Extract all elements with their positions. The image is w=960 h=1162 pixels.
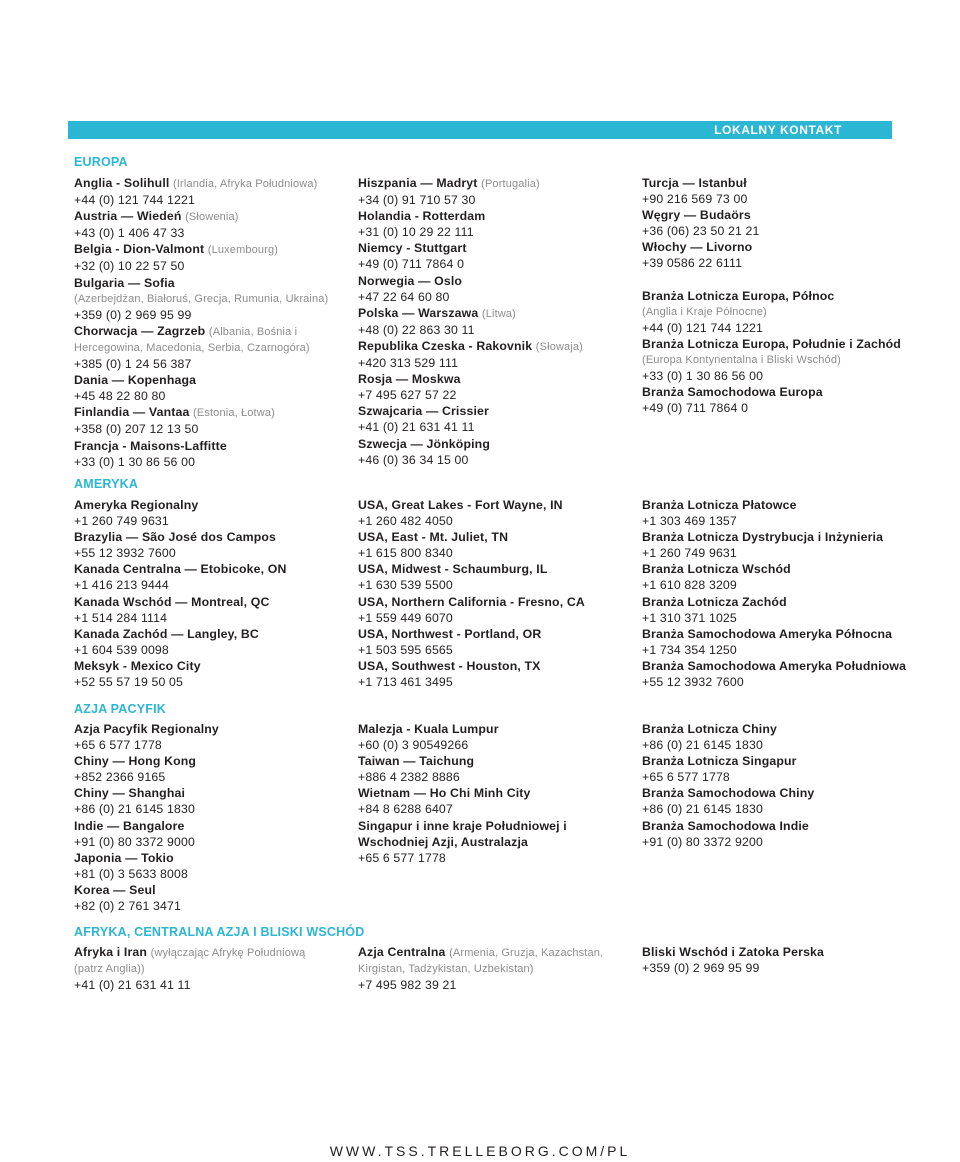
phone-number: +886 4 2382 8886 [358, 770, 460, 785]
office-location: Niemcy - Stuttgart [358, 241, 467, 256]
coverage-note: (Anglia i Kraje Północne) [642, 305, 767, 318]
phone-number: +49 (0) 711 7864 0 [358, 257, 465, 272]
office-name [74, 818, 356, 834]
office-location: Turcja — Istanbuł [642, 176, 747, 190]
office-name [358, 561, 640, 577]
contact-column [358, 497, 640, 690]
office-name [642, 561, 924, 577]
coverage-note: (Azerbejdżan, Białoruś, Grecja, Rumunia, Ukraina) [74, 292, 329, 305]
office-location: Branża Lotnicza Dystrybucja i Inżynieria [642, 530, 884, 545]
office-name [74, 529, 356, 545]
office-name [358, 818, 640, 834]
office-location: Szwajcaria — Crissier [358, 404, 489, 419]
phone-number: +39 0586 22 6111 [642, 256, 743, 271]
office-name [74, 372, 356, 388]
office-location: Branża Samochodowa Indie [642, 818, 809, 833]
contact-column [358, 944, 640, 993]
office-name [358, 594, 640, 610]
phone-number: +34 (0) 91 710 57 30 [358, 193, 476, 208]
contact-column [642, 721, 924, 850]
office-name [358, 721, 640, 737]
office-name [642, 721, 924, 737]
footer-url[interactable]: WWW.TSS.TRELLEBORG.COM/PL [329, 1143, 631, 1159]
office-name [358, 944, 640, 961]
coverage-note: (Portugalia) [481, 178, 540, 190]
phone-number: +852 2366 9165 [74, 770, 166, 785]
office-name [74, 882, 356, 898]
office-name [642, 529, 924, 545]
office-name [642, 336, 924, 352]
phone-number: +1 416 213 9444 [74, 578, 169, 593]
coverage-note: (Albania, Bośnia i [208, 325, 298, 338]
office-location: Branża Lotnicza Europa, Północ [642, 288, 835, 303]
office-name [74, 561, 356, 577]
contact-column [358, 175, 640, 468]
office-name [642, 239, 924, 255]
office-name [74, 658, 356, 674]
office-location: Węgry — Budaörs [642, 208, 751, 223]
phone-number: +7 495 982 39 21 [358, 978, 457, 993]
phone-number: +82 (0) 2 761 3471 [74, 899, 181, 914]
office-location: Dania — Kopenhaga [74, 373, 197, 388]
office-location: Kanada Wschód — Montreal, QC [74, 594, 270, 609]
phone-number: +36 (06) 23 50 21 21 [642, 224, 760, 239]
phone-number: +90 216 569 73 00 [642, 192, 748, 207]
office-name [74, 404, 356, 421]
office-name [74, 323, 356, 340]
office-location: Branża Samochodowa Europa [642, 385, 823, 400]
office-name [358, 497, 640, 513]
coverage-note: (Luxembourg) [207, 244, 279, 257]
phone-number: +44 (0) 121 744 1221 [74, 193, 195, 208]
phone-number: +1 303 469 1357 [642, 514, 737, 529]
phone-number: +91 (0) 80 3372 9200 [642, 834, 763, 849]
office-location: Szwecja — Jönköping [358, 436, 490, 451]
phone-number: +46 (0) 36 34 15 00 [358, 452, 469, 467]
office-location: Branża Lotnicza Wschód [642, 562, 791, 577]
office-name [642, 594, 924, 610]
office-name [642, 818, 924, 834]
office-location: Ameryka Regionalny [74, 498, 199, 512]
phone-number: +1 713 461 3495 [358, 675, 453, 690]
office-location: Afryka i Iran [74, 945, 151, 959]
phone-number: +1 260 749 9631 [74, 514, 169, 529]
office-name [642, 384, 924, 400]
phone-number: +1 734 354 1250 [642, 642, 737, 657]
phone-number: +45 48 22 80 80 [74, 389, 166, 404]
office-location: Anglia - Solihull [74, 176, 174, 190]
office-location: Norwegia — Oslo [358, 273, 463, 288]
office-location: Chiny — Shanghai [74, 786, 186, 801]
office-location: USA, Northwest - Portland, OR [358, 626, 542, 641]
coverage-note: (Irlandia, Afryka Południowa) [173, 178, 318, 190]
phone-number: +33 (0) 1 30 86 56 00 [74, 454, 196, 469]
phone-number: +385 (0) 1 24 56 387 [74, 357, 192, 372]
phone-number: +1 559 449 6070 [358, 610, 453, 625]
office-name [358, 175, 640, 192]
office-location: Chorwacja — Zagrzeb [74, 323, 209, 338]
office-name [358, 753, 640, 769]
office-location: Włochy — Livorno [642, 240, 753, 255]
contact-column [74, 944, 356, 993]
office-name [642, 497, 924, 513]
contact-column [358, 721, 640, 866]
phone-number: +1 514 284 1114 [74, 610, 168, 625]
office-location: Branża Samochodowa Ameryka Południowa [642, 658, 907, 673]
phone-number: +1 260 749 9631 [642, 546, 737, 561]
phone-number: +41 (0) 21 631 41 11 [74, 978, 191, 993]
phone-number: +44 (0) 121 744 1221 [642, 320, 763, 335]
section-title: AZJA PACYFIK [74, 702, 166, 716]
coverage-note: Hercegowina, Macedonia, Serbia, Czarnogóra) [74, 341, 310, 354]
phone-number: +84 8 6288 6407 [358, 802, 453, 817]
phone-number: +33 (0) 1 30 86 56 00 [642, 369, 764, 384]
coverage-note: Kirgistan, Tadżykistan, Uzbekistan) [358, 963, 534, 976]
phone-number: +7 495 627 57 22 [358, 388, 457, 403]
office-name [358, 273, 640, 289]
phone-number: +359 (0) 2 969 95 99 [642, 961, 760, 976]
phone-number: +41 (0) 21 631 41 11 [358, 420, 475, 435]
office-location: Indie — Bangalore [74, 818, 185, 833]
office-name [358, 208, 640, 224]
office-location: Wietnam — Ho Chi Minh City [358, 786, 531, 801]
office-name [642, 288, 924, 304]
office-location: Republika Czeska - Rakovnik [358, 338, 536, 353]
spacer [642, 272, 924, 288]
office-location: Taiwan — Taichung [358, 754, 475, 769]
office-location: Branża Samochodowa Ameryka Północna [642, 626, 893, 641]
contact-column [74, 497, 356, 690]
office-location: Kanada Centralna — Etobicoke, ON [74, 562, 287, 577]
office-name [642, 175, 924, 191]
phone-number: +55 12 3932 7600 [642, 675, 744, 690]
office-location: USA, Northern California - Fresno, CA [358, 594, 585, 609]
section-title: EUROPA [74, 155, 128, 169]
office-location: Francja - Maisons-Laffitte [74, 438, 227, 453]
coverage-note: (patrz Anglia)) [74, 963, 145, 976]
coverage-note: (Armenia, Gruzja, Kazachstan, [449, 947, 604, 959]
office-name [642, 944, 924, 960]
office-name [358, 403, 640, 419]
phone-number: +55 12 3932 7600 [74, 546, 176, 561]
contact-column [642, 497, 924, 690]
office-name [74, 785, 356, 801]
office-location: USA, Midwest - Schaumburg, IL [358, 562, 548, 577]
office-location: Singapur i inne kraje Południowej i [358, 818, 567, 833]
phone-number: +86 (0) 21 6145 1830 [74, 802, 195, 817]
phone-number: +65 6 577 1778 [74, 738, 162, 753]
contact-column [74, 175, 356, 470]
phone-number: +31 (0) 10 29 22 111 [358, 225, 474, 240]
phone-number: +48 (0) 22 863 30 11 [358, 322, 475, 337]
contact-column [642, 944, 924, 976]
office-name [74, 594, 356, 610]
office-location: Azja Pacyfik Regionalny [74, 722, 219, 736]
coverage-note: (Litwa) [481, 307, 516, 320]
office-location: USA, East - Mt. Juliet, TN [358, 530, 509, 545]
office-name [642, 785, 924, 801]
office-name [74, 850, 356, 866]
office-location: Chiny — Hong Kong [74, 754, 197, 769]
coverage-note: (Słowaja) [535, 340, 583, 353]
office-name [642, 626, 924, 642]
office-name [74, 438, 356, 454]
section-title: AMERYKA [74, 477, 139, 491]
office-name [358, 305, 640, 322]
phone-number: +65 6 577 1778 [642, 770, 730, 785]
office-name [74, 944, 356, 961]
office-location: Branża Samochodowa Chiny [642, 786, 815, 801]
phone-number: +86 (0) 21 6145 1830 [642, 738, 763, 753]
phone-number: +1 610 828 3209 [642, 578, 737, 593]
office-location: Finlandia — Vantaa [74, 405, 194, 420]
office-name [358, 436, 640, 452]
coverage-note: (Estonia, Łotwa) [193, 407, 275, 420]
office-name [74, 208, 356, 225]
phone-number: +49 (0) 711 7864 0 [642, 401, 749, 416]
office-name [358, 834, 640, 850]
phone-number: +359 (0) 2 969 95 99 [74, 307, 192, 322]
phone-number: +32 (0) 10 22 57 50 [74, 259, 185, 274]
office-name [74, 175, 356, 192]
office-location: Branża Lotnicza Europa, Południe i Zachód [642, 336, 901, 351]
office-name [74, 497, 356, 513]
phone-number: +1 630 539 5500 [358, 578, 453, 593]
office-location: Bliski Wschód i Zatoka Perska [642, 945, 825, 959]
phone-number: +47 22 64 60 80 [358, 289, 450, 304]
office-location: Branża Lotnicza Chiny [642, 722, 778, 736]
phone-number: +81 (0) 3 5633 8008 [74, 866, 188, 881]
office-location: Austria — Wiedeń [74, 209, 186, 224]
office-location: Malezja - Kuala Lumpur [358, 722, 499, 736]
office-location: Polska — Warszawa [358, 305, 482, 320]
header-banner [68, 121, 892, 139]
office-location: Bulgaria — Sofia [74, 275, 175, 290]
office-location: Holandia - Rotterdam [358, 209, 486, 224]
office-name [74, 275, 356, 291]
phone-number: +420 313 529 111 [358, 356, 459, 371]
office-location: Hiszpania — Madryt [358, 176, 482, 190]
office-location: Branża Lotnicza Zachód [642, 594, 787, 609]
office-location: Branża Lotnicza Płatowce [642, 498, 797, 512]
office-location: Rosja — Moskwa [358, 372, 461, 387]
office-name [74, 241, 356, 258]
office-location: USA, Southwest - Houston, TX [358, 658, 541, 673]
coverage-note: (Europa Kontynentalna i Bliski Wschód) [642, 354, 841, 367]
office-name [358, 529, 640, 545]
office-name [358, 785, 640, 801]
office-location: Branża Lotnicza Singapur [642, 754, 797, 769]
office-location: Japonia — Tokio [74, 850, 174, 865]
office-name [74, 753, 356, 769]
office-location: USA, Great Lakes - Fort Wayne, IN [358, 498, 563, 512]
office-location: Wschodniej Azji, Australazja [358, 834, 529, 849]
office-location: Belgia - Dion-Valmont [74, 242, 208, 257]
phone-number: +1 615 800 8340 [358, 546, 453, 561]
page-title: LOKALNY KONTAKT [714, 123, 842, 137]
office-name [642, 658, 924, 674]
coverage-note: (wyłączając Afrykę Południową [150, 947, 306, 959]
coverage-note: (Słowenia) [185, 211, 239, 224]
office-name [74, 721, 356, 737]
phone-number: +86 (0) 21 6145 1830 [642, 802, 763, 817]
office-name [358, 371, 640, 387]
contact-column [642, 175, 924, 416]
phone-number: +1 604 539 0098 [74, 642, 169, 657]
office-name [642, 753, 924, 769]
office-location: Brazylia — São José dos Campos [74, 530, 277, 545]
office-location: Meksyk - Mexico City [74, 658, 201, 673]
phone-number: +1 503 595 6565 [358, 642, 453, 657]
contact-column [74, 721, 356, 914]
phone-number: +1 260 482 4050 [358, 514, 453, 529]
office-name [358, 240, 640, 256]
office-location: Korea — Seul [74, 882, 156, 897]
office-location: Kanada Zachód — Langley, BC [74, 626, 259, 641]
phone-number: +43 (0) 1 406 47 33 [74, 226, 185, 241]
phone-number: +65 6 577 1778 [358, 850, 446, 865]
office-location: Azja Centralna [358, 945, 450, 959]
office-name [642, 207, 924, 223]
office-name [358, 658, 640, 674]
phone-number: +358 (0) 207 12 13 50 [74, 422, 199, 437]
phone-number: +52 55 57 19 50 05 [74, 675, 184, 690]
phone-number: +1 310 371 1025 [642, 610, 737, 625]
section-title: AFRYKA, CENTRALNA AZJA I BLISKI WSCHÓD [74, 925, 365, 939]
phone-number: +60 (0) 3 90549266 [358, 738, 469, 753]
office-name [358, 338, 640, 355]
phone-number: +91 (0) 80 3372 9000 [74, 834, 195, 849]
office-name [74, 626, 356, 642]
office-name [358, 626, 640, 642]
